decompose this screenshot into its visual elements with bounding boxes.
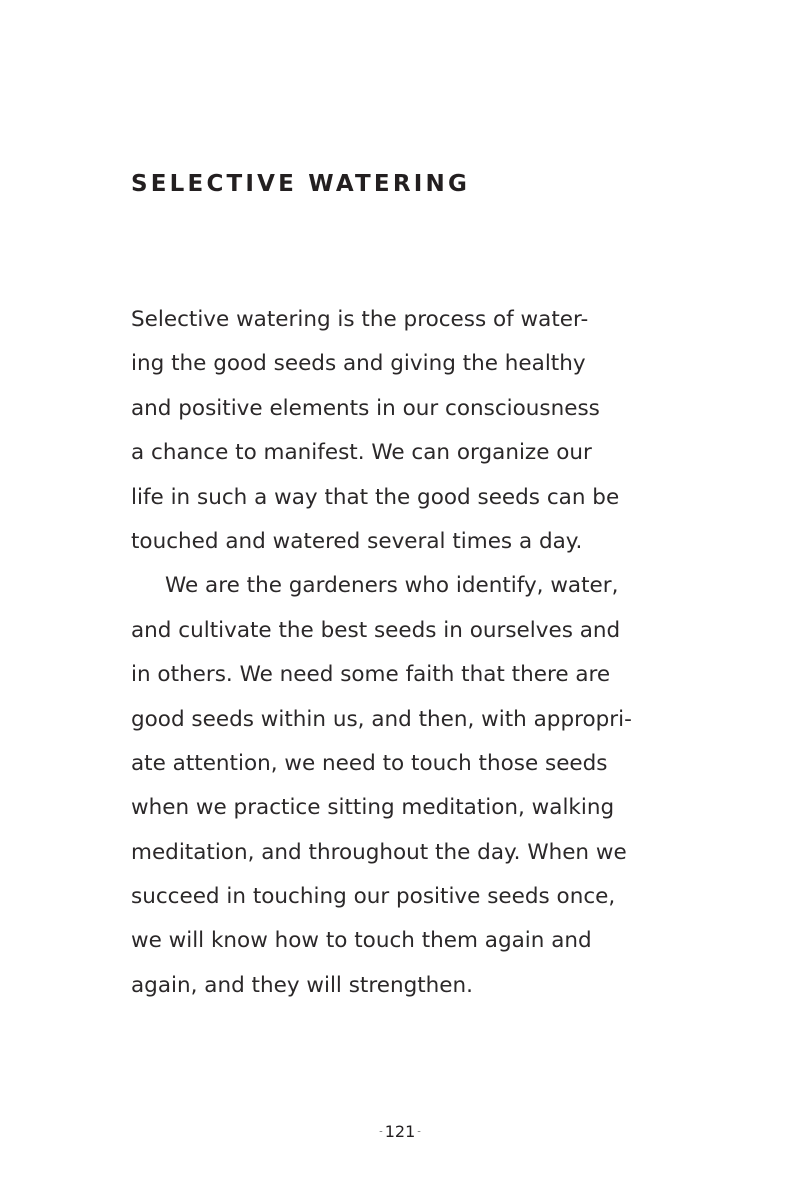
body-line: meditation, and throughout the day. When we <box>131 839 627 865</box>
body-line: in others. We need some faith that there are <box>131 662 611 688</box>
folio-right-mark: - <box>417 1126 421 1138</box>
folio-left-mark: - <box>379 1126 383 1138</box>
body-line: touched and watered several times a day. <box>131 528 583 554</box>
body-text <box>131 298 691 1008</box>
body-line: when we practice sitting meditation, walking <box>131 795 615 821</box>
body-line: we will know how to touch them again and <box>131 928 592 954</box>
body-line: ing the good seeds and giving the healthy <box>131 351 586 377</box>
body-line: and positive elements in our consciousness <box>131 395 600 421</box>
body-line-paragraph-start: We are the gardeners who identify, water, <box>165 573 619 599</box>
body-line: and cultivate the best seeds in ourselves and <box>131 617 621 643</box>
page-number-footer <box>0 1121 800 1144</box>
body-line: Selective watering is the process of water- <box>131 307 589 332</box>
body-line: a chance to manifest. We can organize our <box>131 440 592 466</box>
body-line: life in such a way that the good seeds can be <box>131 484 620 510</box>
body-line: ate attention, we need to touch those seeds <box>131 750 608 776</box>
chapter-title: SELECTIVE WATERING <box>131 171 471 197</box>
body-line: again, and they will strengthen. <box>131 972 473 998</box>
body-line: succeed in touching our positive seeds once, <box>131 884 616 910</box>
body-line: good seeds within us, and then, with appropri- <box>131 706 632 732</box>
page-number: 121 <box>384 1122 416 1141</box>
